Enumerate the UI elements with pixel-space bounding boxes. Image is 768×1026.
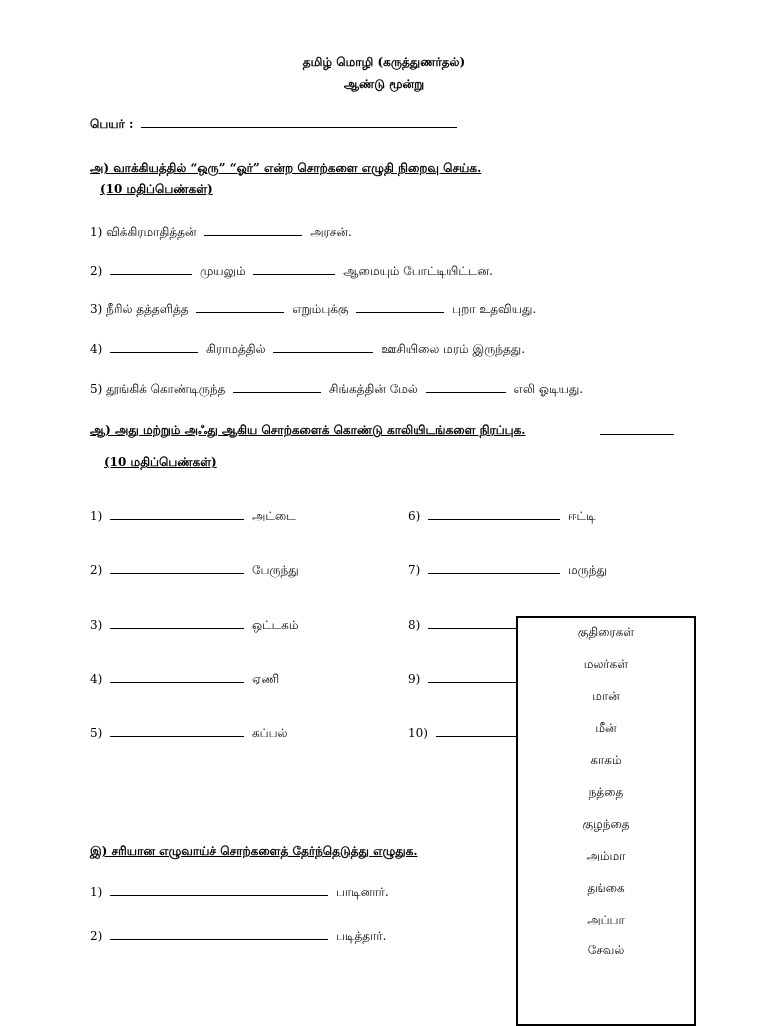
section-a-item-1: 1) விக்கிரமாதித்தன் அரசன். (90, 225, 352, 239)
section-a-title: அ) வாக்கியத்தில் “ஒரு” “ஓர்” என்ற சொற்களை எழுதி நிறைவு செய்க. (90, 161, 482, 175)
section-b-right-item-7: 7) மருந்து (408, 563, 607, 577)
page-title: தமிழ் மொழி (கருத்துணர்தல்) (302, 55, 466, 69)
word-box-item: காகம் (590, 753, 622, 767)
answer-blank[interactable] (110, 682, 244, 683)
section-b-left-item-3: 3) ஒட்டகம் (90, 618, 299, 632)
answer-blank[interactable] (204, 235, 302, 236)
answer-blank[interactable] (110, 274, 192, 275)
word-box-item: தங்கை (587, 881, 625, 895)
answer-blank[interactable] (110, 628, 244, 629)
section-b-left-item-2: 2) பேருந்து (90, 563, 299, 577)
section-b-right-item-8: 8) (408, 619, 542, 631)
name-row (90, 118, 461, 130)
word-box-item: மான் (592, 689, 620, 703)
answer-blank[interactable] (110, 352, 198, 353)
word-box-item: நத்தை (588, 785, 624, 799)
section-b-left-item-4: 4) ஏணி (90, 672, 280, 686)
section-a-item-3: 3) நீரில் தத்தளித்த எறும்புக்கு புறா உதவியது. (90, 302, 537, 316)
answer-blank[interactable] (110, 939, 328, 940)
section-b-marks: (10 மதிப்பெண்கள்) (104, 455, 217, 469)
section-b-right-item-9: 9) (408, 673, 542, 685)
section-a-item-5: 5) தூங்கிக் கொண்டிருந்த சிங்கத்தின் மேல் எலி ஓடியது. (90, 382, 584, 396)
section-a-item-4: 4) கிராமத்தில் ஊசியிலை மரம் இருந்தது. (90, 342, 526, 356)
answer-blank[interactable] (253, 274, 335, 275)
word-box-item: அப்பா (587, 913, 625, 927)
word-box (516, 616, 696, 1026)
word-box-item: குதிரைகள் (577, 625, 635, 639)
answer-blank[interactable] (233, 392, 321, 393)
answer-blank[interactable] (196, 312, 284, 313)
word-box-item: அம்மா (586, 849, 626, 863)
section-b-title: ஆ) அது மற்றும் அஃது ஆகிய சொற்களைக் கொண்டு காலியிடங்களை நிரப்புக. (90, 423, 526, 437)
word-box-item: சேவல் (587, 943, 625, 957)
section-b-right-item-10: 10) (408, 727, 540, 739)
answer-blank[interactable] (110, 573, 244, 574)
answer-blank[interactable] (110, 736, 244, 737)
section-a-marks: (10 மதிப்பெண்கள்) (100, 182, 213, 196)
answer-blank[interactable] (426, 392, 506, 393)
answer-blank[interactable] (356, 312, 444, 313)
word-box-item: குழந்தை (582, 817, 630, 831)
answer-blank[interactable] (110, 895, 328, 896)
word-box-item: மீன் (595, 721, 617, 735)
answer-blank[interactable] (428, 519, 560, 520)
section-c-title: இ) சரியான எழுவாய்ச் சொற்களைத் தேர்ந்தெடுத்து எழுதுக. (90, 844, 418, 858)
answer-blank[interactable] (110, 519, 244, 520)
section-b-left-item-1: 1) அட்டை (90, 509, 296, 523)
page-subtitle: ஆண்டு மூன்று (343, 77, 425, 91)
name-blank[interactable] (141, 127, 457, 128)
section-b-right-item-6: 6) ஈட்டி (408, 509, 596, 523)
section-b-title-underline-extension (600, 434, 674, 435)
word-box-item: மலர்கள் (583, 657, 629, 671)
section-a-item-2: 2) முயலும் ஆமையும் போட்டியிட்டன. (90, 264, 493, 278)
name-label: பெயர் : (90, 117, 134, 131)
answer-blank[interactable] (273, 352, 373, 353)
section-c-item-1: 1) பாடினார். (90, 885, 389, 899)
answer-blank[interactable] (428, 573, 560, 574)
section-c-item-2: 2) படித்தார். (90, 929, 387, 943)
section-b-left-item-5: 5) கப்பல் (90, 726, 288, 740)
